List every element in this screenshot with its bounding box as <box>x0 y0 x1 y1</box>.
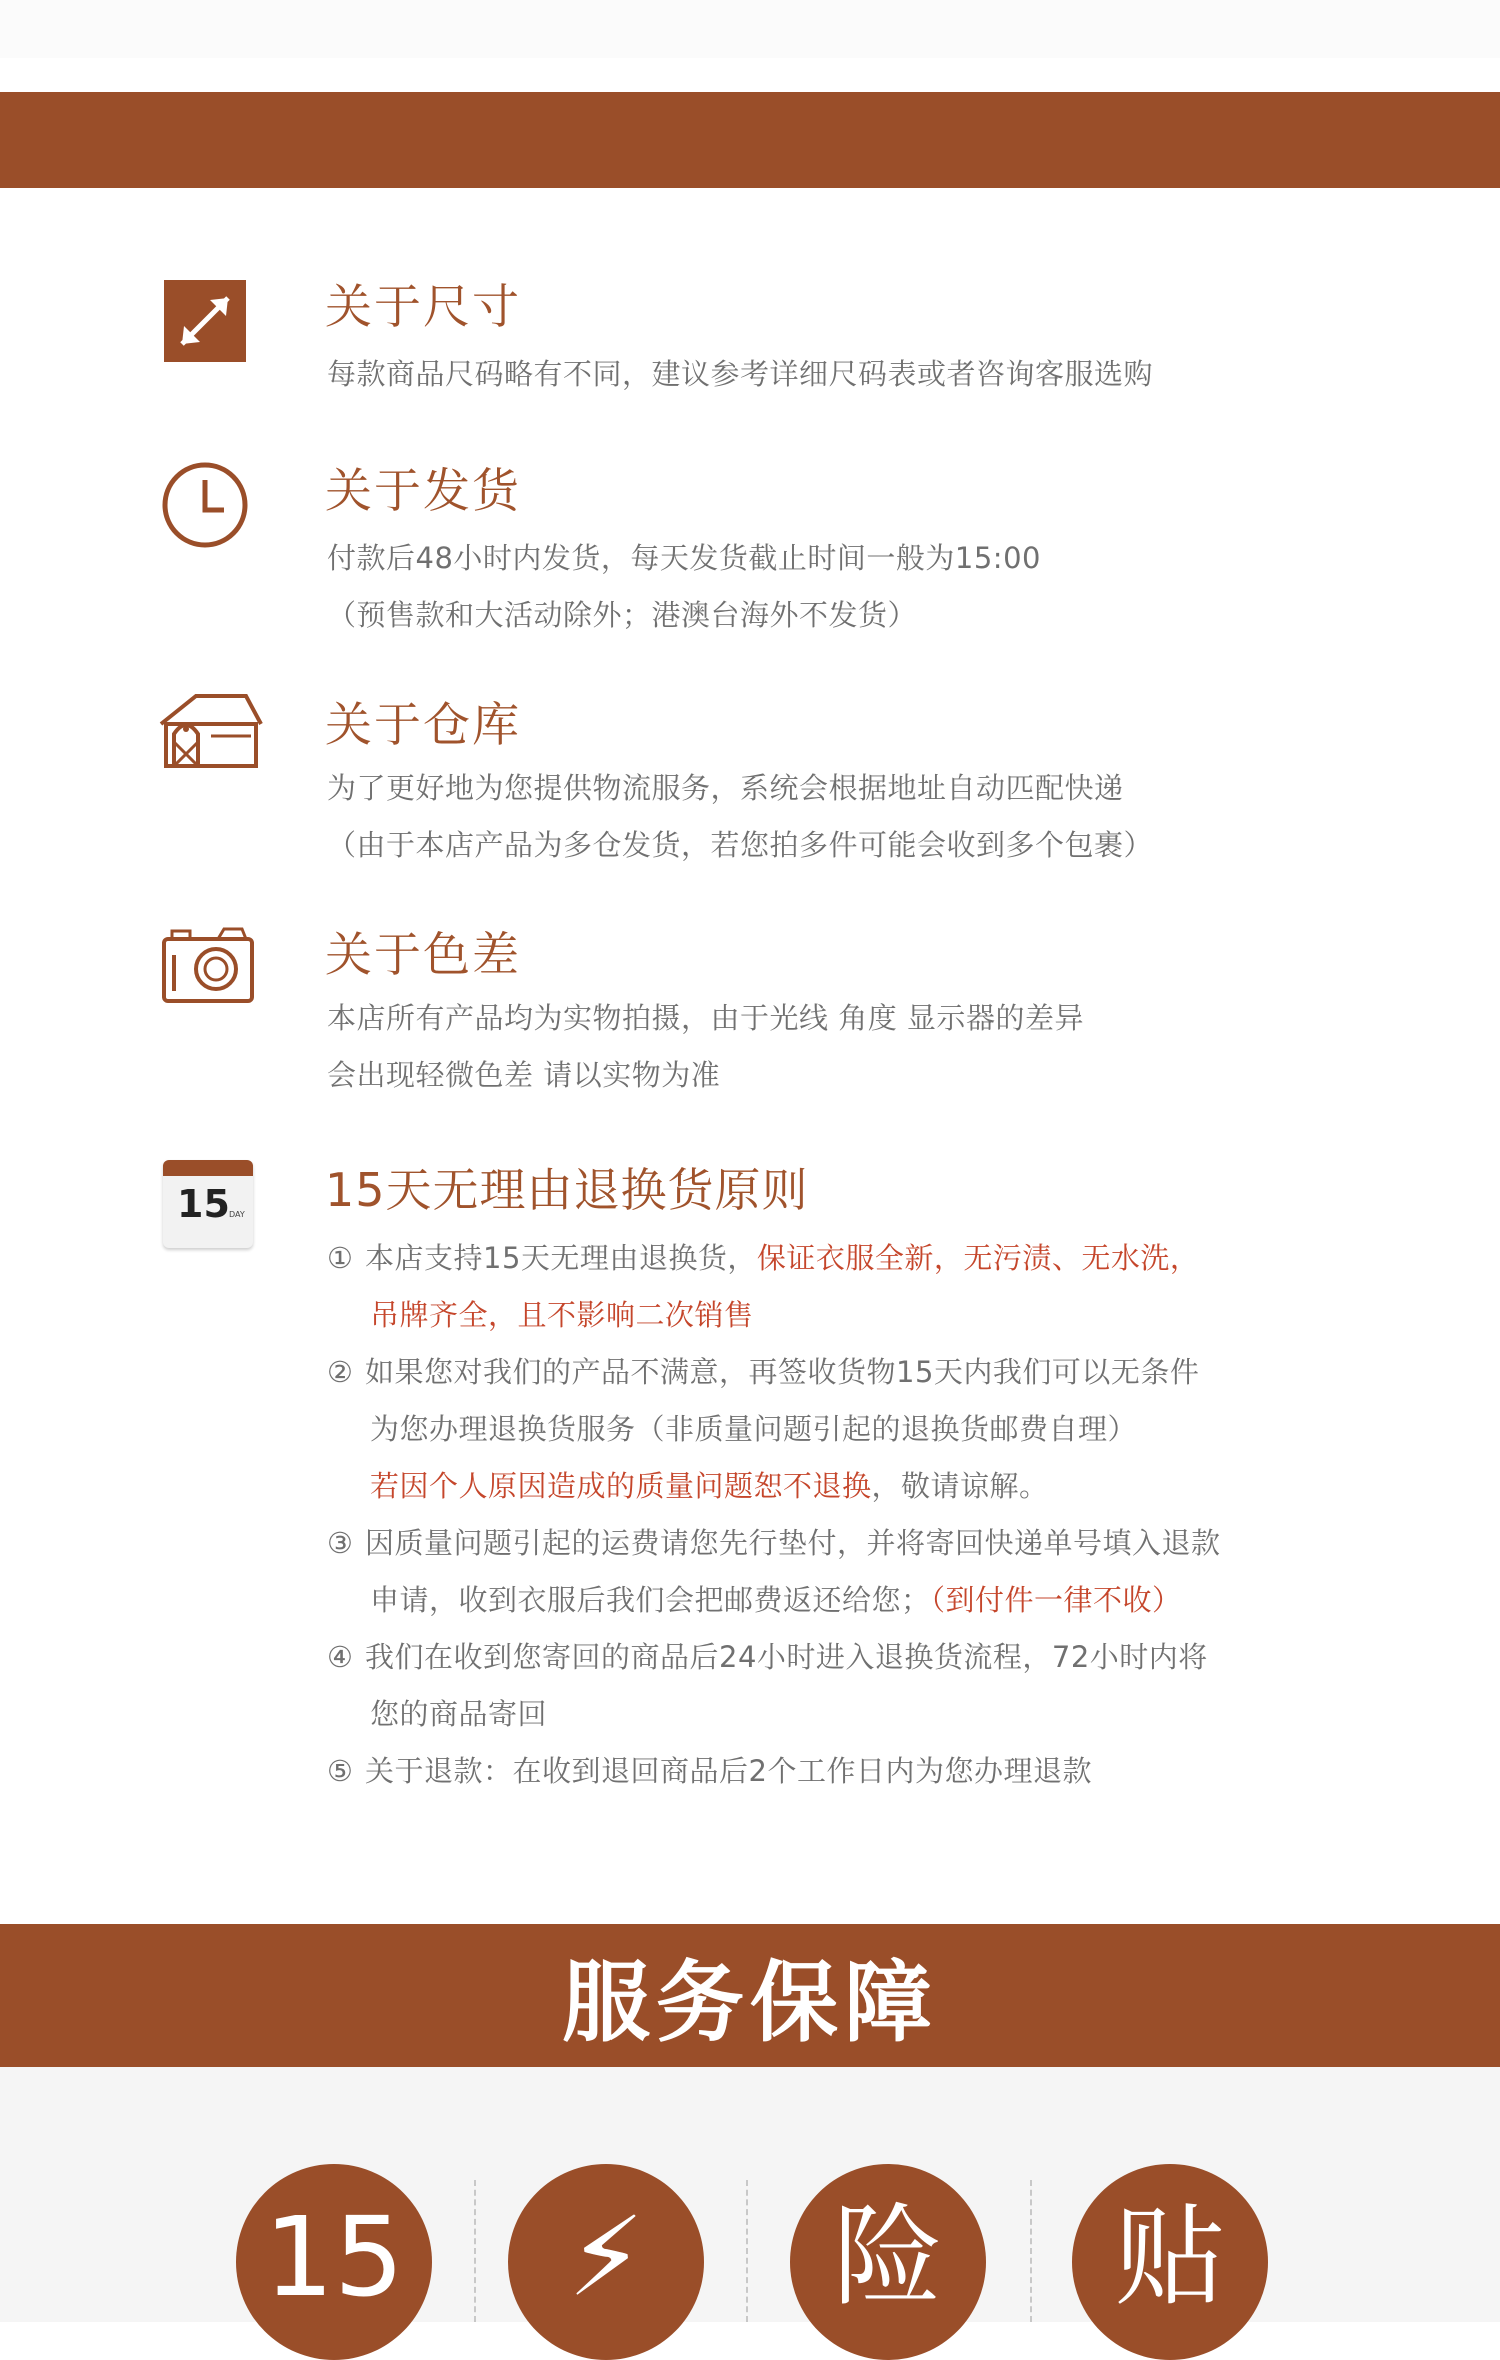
badge-fast-shipping-icon <box>508 2164 704 2360</box>
service-banner <box>0 1924 1500 2067</box>
section-text: 为了更好地为您提供物流服务，系统会根据地址自动匹配快递 <box>327 771 1124 805</box>
banner-title: 服务保障 <box>561 1950 938 2054</box>
item-text: 关于退款：在收到退回商品后2个工作日内为您办理退款 <box>365 1754 1092 1788</box>
item-text: 为您办理退换货服务（非质量问题引起的退换货邮费自理） <box>370 1412 1138 1446</box>
badge-text: 15 <box>264 2193 404 2321</box>
header-bar <box>0 92 1500 188</box>
policy-item <box>327 1350 1199 1391</box>
calendar-number: 15 <box>177 1182 230 1226</box>
item-number: ① <box>327 1241 354 1275</box>
warehouse-icon <box>156 684 266 774</box>
section-text: （由于本店产品为多仓发货，若您拍多件可能会收到多个包裹） <box>327 828 1154 862</box>
resize-arrow-icon <box>160 276 250 366</box>
section-title: 关于尺寸 <box>325 280 521 335</box>
item-highlight: 吊牌齐全，且不影响二次销售 <box>370 1298 754 1332</box>
item-text: 我们在收到您寄回的商品后24小时进入退换货流程，72小时内将 <box>365 1640 1208 1674</box>
lightning-icon: ⚡ <box>567 2193 645 2321</box>
top-gap <box>0 0 1500 58</box>
camera-icon <box>160 920 256 1010</box>
policy-item <box>327 1749 1092 1790</box>
item-number: ③ <box>327 1526 354 1560</box>
section-text: 本店所有产品均为实物拍摄，由于光线 角度 显示器的差异 <box>327 1001 1084 1035</box>
section-title: 关于仓库 <box>325 698 521 753</box>
policy-item <box>327 1521 1221 1562</box>
service-badges-area <box>0 2067 1500 2322</box>
divider <box>1030 2180 1032 2322</box>
item-text: 本店支持15天无理由退换货， <box>365 1241 757 1275</box>
section-text: 会出现轻微色差 请以实物为准 <box>327 1058 721 1092</box>
calendar-unit: DAY <box>229 1210 245 1219</box>
item-number: ⑤ <box>327 1754 354 1788</box>
item-text: 申请，收到衣服后我们会把邮费返还给您； <box>370 1583 931 1617</box>
section-text: 每款商品尺码略有不同，建议参考详细尺码表或者咨询客服选购 <box>327 357 1154 391</box>
section-text: （预售款和大活动除外；港澳台海外不发货） <box>327 598 918 632</box>
policy-item <box>327 1236 1199 1277</box>
item-text: 因质量问题引起的运费请您先行垫付，并将寄回快递单号填入退款 <box>365 1526 1221 1560</box>
item-number: ② <box>327 1355 354 1389</box>
item-number: ④ <box>327 1640 354 1674</box>
divider <box>474 2180 476 2322</box>
item-highlight: （到付件一律不收） <box>930 1583 1182 1617</box>
policy-item-line <box>370 1464 1049 1505</box>
divider <box>746 2180 748 2322</box>
badge-15-days <box>236 2164 432 2360</box>
badge-text: 险 <box>833 2193 943 2321</box>
section-text: 付款后48小时内发货，每天发货截止时间一般为15:00 <box>327 541 1041 575</box>
item-text: ，敬请谅解。 <box>871 1469 1049 1503</box>
badge-subsidy <box>1072 2164 1268 2360</box>
item-text: 您的商品寄回 <box>370 1697 548 1731</box>
section-title: 关于发货 <box>325 464 521 519</box>
section-title: 关于色差 <box>325 928 521 983</box>
item-text: 如果您对我们的产品不满意，再签收货物15天内我们可以无条件 <box>365 1355 1200 1389</box>
policy-item <box>327 1635 1208 1676</box>
calendar-icon <box>163 1160 253 1248</box>
policy-item-line <box>370 1578 1182 1619</box>
item-highlight: 保证衣服全新，无污渍、无水洗， <box>756 1241 1200 1275</box>
policy-title: 15天无理由退换货原则 <box>325 1163 809 1217</box>
badge-insurance <box>790 2164 986 2360</box>
clock-icon <box>160 460 250 550</box>
badge-text: 贴 <box>1115 2193 1225 2321</box>
item-highlight: 若因个人原因造成的质量问题恕不退换 <box>370 1469 872 1503</box>
